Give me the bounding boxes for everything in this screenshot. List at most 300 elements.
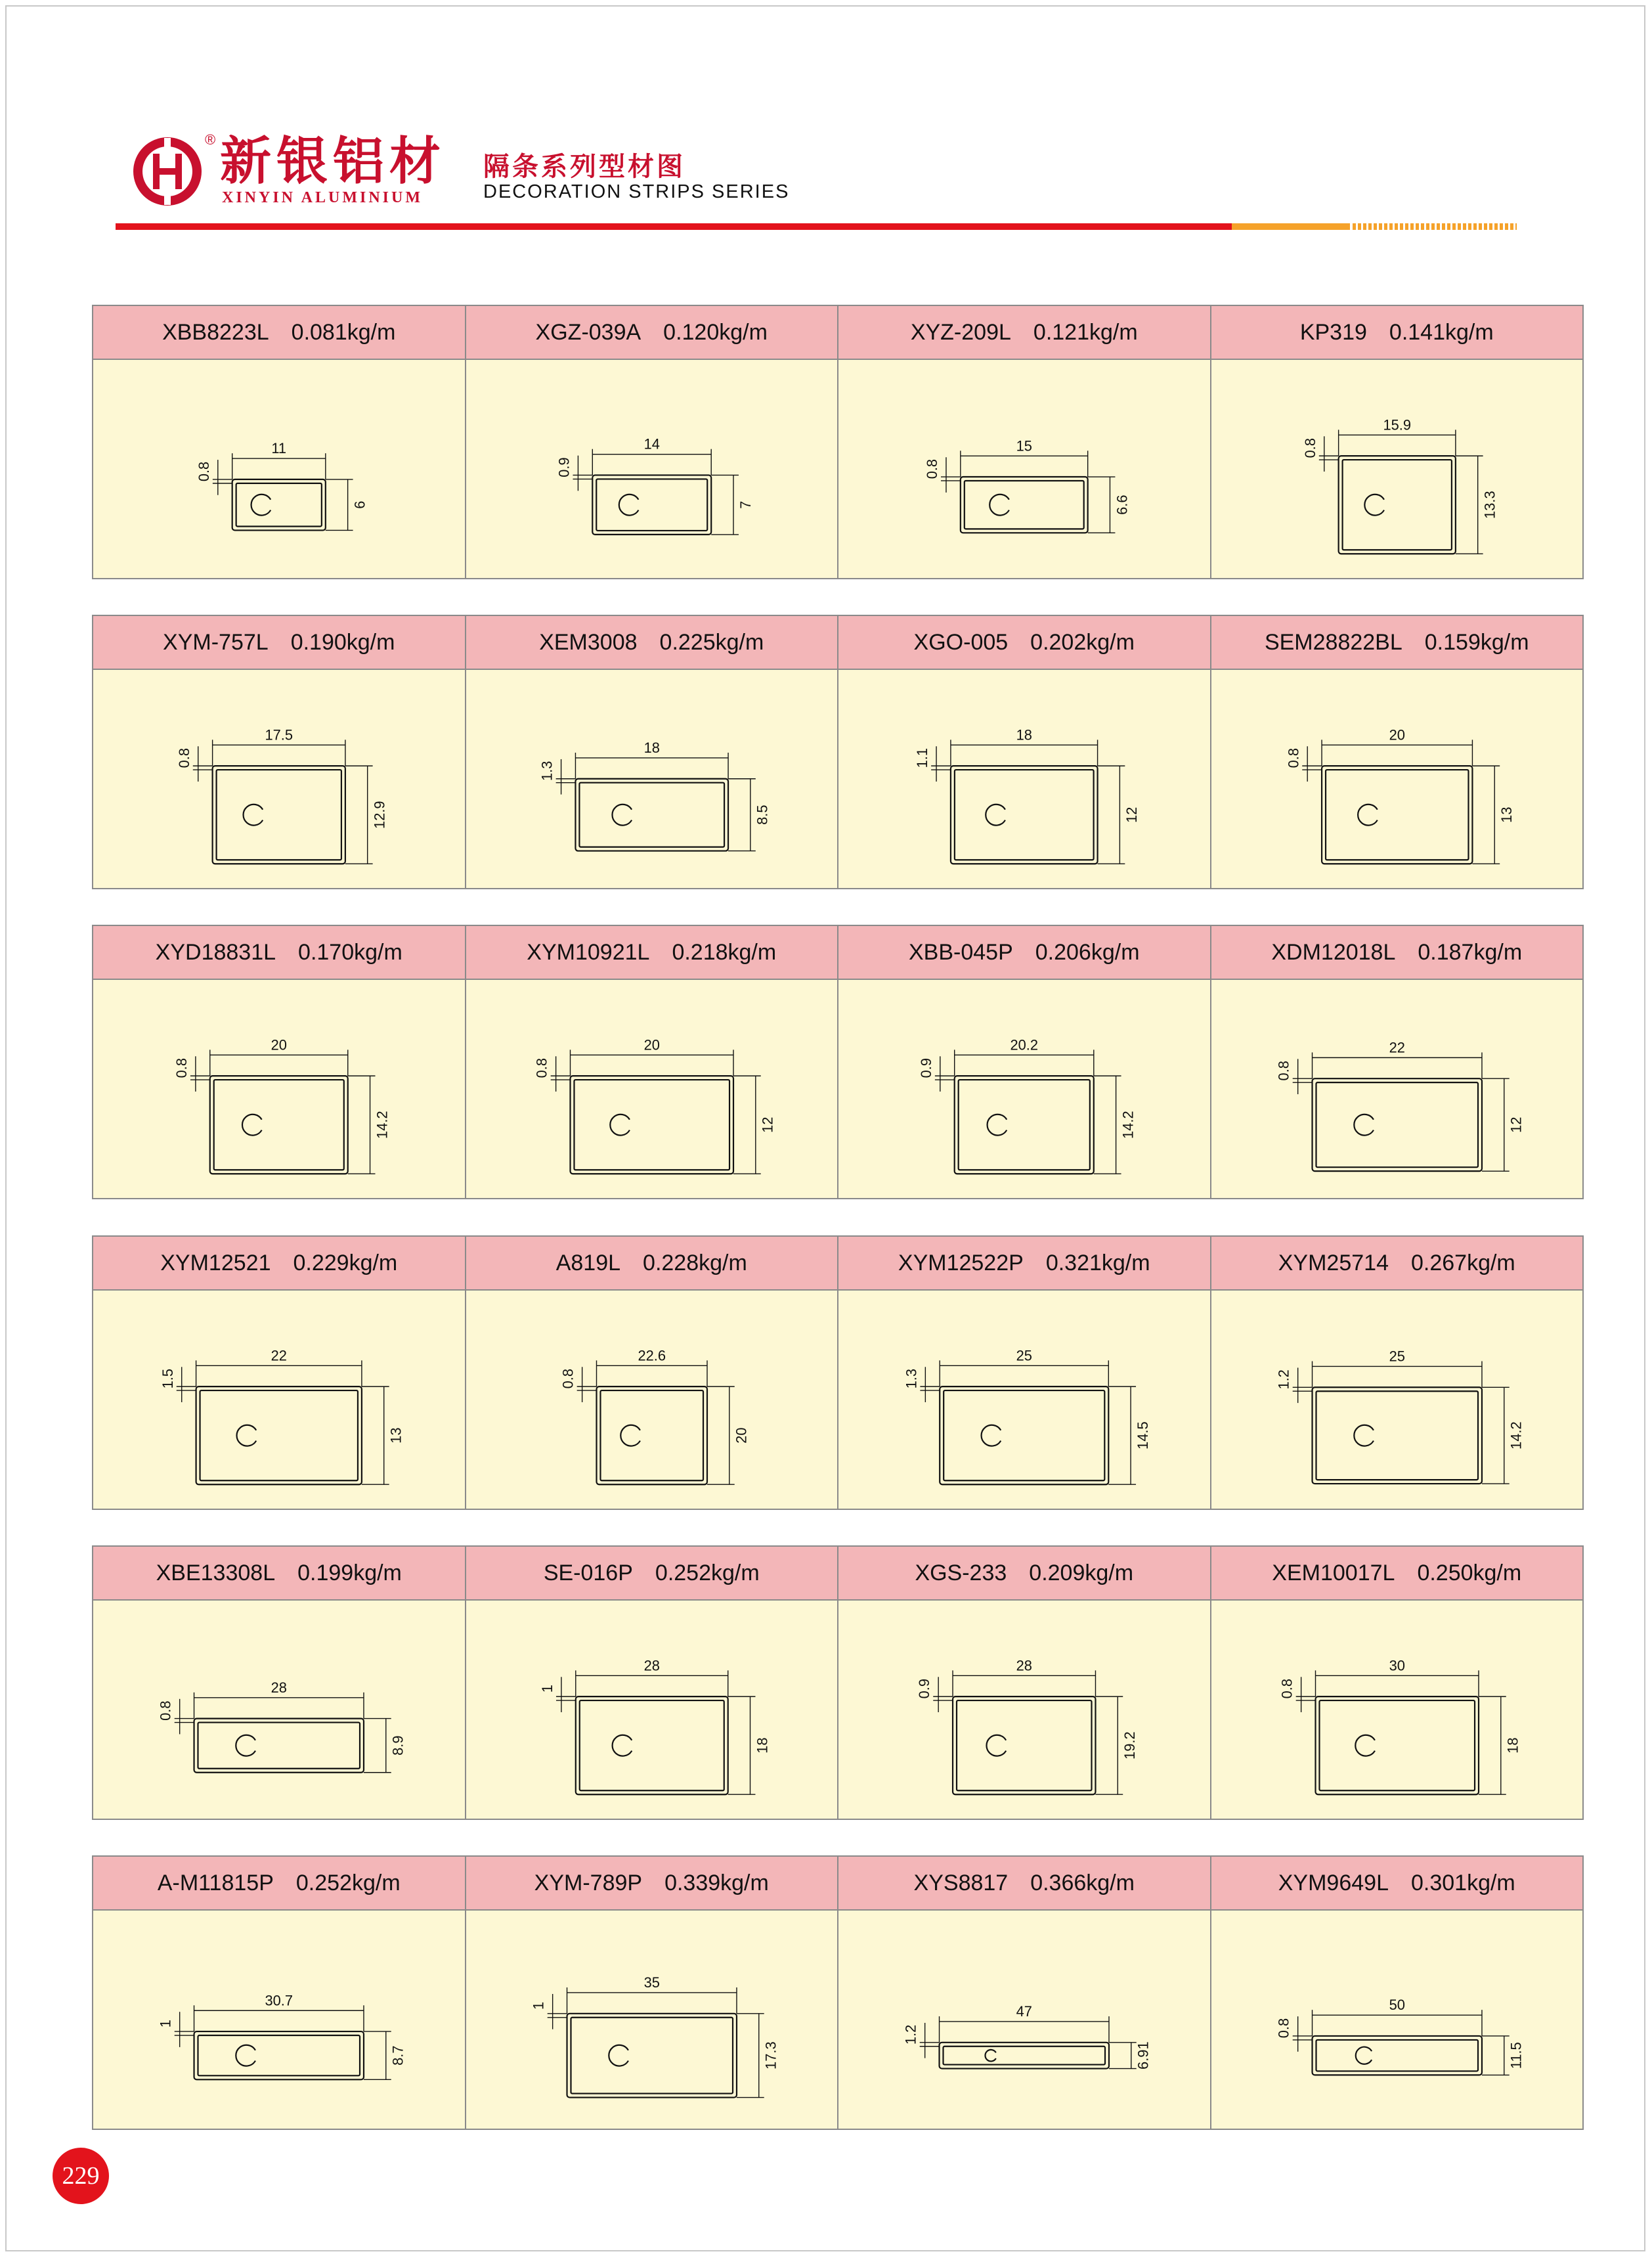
- width-dimension-label: 28: [1016, 1657, 1032, 1674]
- product-weight: 0.209kg/m: [1029, 1560, 1134, 1585]
- product-card: [93, 1857, 466, 2129]
- product-card: [93, 1237, 466, 1509]
- product-card: [466, 1237, 839, 1509]
- profile-drawing-area: [1211, 1291, 1583, 1509]
- height-dimension-label: 18: [1504, 1737, 1521, 1754]
- product-weight: 0.301kg/m: [1410, 1870, 1515, 1895]
- profile-drawing-area: [93, 1291, 465, 1509]
- profile-drawing: [466, 360, 838, 578]
- product-card: [93, 616, 466, 888]
- profile-slot: [237, 1425, 257, 1446]
- profile-inner-wall: [1342, 460, 1451, 550]
- profile-slot: [1364, 495, 1384, 516]
- product-code: XYM10921L: [527, 939, 650, 965]
- thickness-dimension-label: 1: [538, 1685, 555, 1693]
- profile-inner-wall: [1326, 770, 1468, 860]
- product-card-header: [93, 1547, 465, 1601]
- width-dimension-label: 15: [1016, 437, 1032, 454]
- product-card: [838, 306, 1211, 578]
- profile-inner-wall: [571, 2018, 733, 2094]
- profile-drawing: [93, 1601, 465, 1819]
- profile-outline: [1315, 1696, 1479, 1794]
- profile-drawing: [93, 360, 465, 578]
- product-card-header: [1211, 926, 1583, 980]
- profile-slot: [1354, 1425, 1374, 1446]
- product-card-header: [838, 306, 1210, 360]
- height-dimension-label: 7: [737, 500, 754, 509]
- product-row: [92, 305, 1584, 579]
- profile-drawing: [1211, 1601, 1583, 1819]
- profile-inner-wall: [1316, 1391, 1478, 1480]
- profile-drawing: [1211, 360, 1583, 578]
- product-card: [838, 616, 1211, 888]
- profile-drawing-area: [93, 980, 465, 1198]
- product-card: [466, 1857, 839, 2129]
- profile-outline: [196, 1386, 362, 1484]
- height-dimension-label: 8.5: [754, 805, 771, 825]
- profile-slot: [1355, 1735, 1375, 1756]
- profile-outline: [951, 766, 1098, 864]
- height-dimension-label: 13: [1498, 807, 1515, 823]
- profile-drawing-area: [93, 360, 465, 578]
- width-dimension-label: 20: [1389, 726, 1405, 743]
- width-dimension-label: 20: [643, 1036, 660, 1053]
- profile-slot: [612, 805, 632, 826]
- profile-drawing: [466, 670, 838, 888]
- width-dimension-label: 35: [643, 1974, 660, 1991]
- height-dimension-label: 19.2: [1121, 1731, 1139, 1760]
- profile-outline: [210, 1076, 348, 1174]
- product-code: SEM28822BL: [1264, 629, 1402, 655]
- profile-outline: [194, 2031, 364, 2079]
- product-code: XGS-233: [915, 1560, 1007, 1585]
- thickness-dimension-label: 0.8: [1301, 437, 1318, 458]
- product-weight: 0.206kg/m: [1035, 939, 1140, 965]
- thickness-dimension-label: 0.9: [917, 1057, 934, 1078]
- product-code: XYM25714: [1278, 1250, 1389, 1275]
- profile-slot: [610, 1115, 630, 1136]
- profile-outline: [575, 1696, 728, 1794]
- height-dimension-label: 12.9: [371, 801, 388, 829]
- product-card: [93, 306, 466, 578]
- product-row: [92, 1545, 1584, 1820]
- profile-drawing-area: [1211, 1911, 1583, 2129]
- product-code: XGZ-039A: [535, 319, 641, 345]
- thickness-dimension-label: 0.8: [559, 1368, 576, 1389]
- thickness-dimension-label: 1.2: [902, 2024, 919, 2045]
- profile-drawing-area: [93, 670, 465, 888]
- thickness-dimension-label: 0.8: [1275, 2018, 1292, 2039]
- profile-slot: [1355, 2047, 1371, 2064]
- profile-inner-wall: [600, 1390, 703, 1480]
- product-card-header: [466, 1857, 838, 1911]
- product-row: [92, 925, 1584, 1199]
- product-weight: 0.081kg/m: [291, 319, 396, 345]
- profile-drawing-area: [838, 670, 1210, 888]
- profile-slot: [989, 495, 1009, 516]
- product-weight: 0.339kg/m: [664, 1870, 769, 1895]
- product-weight: 0.199kg/m: [297, 1560, 402, 1585]
- product-card: [466, 616, 839, 888]
- height-dimension-label: 8.7: [389, 2045, 406, 2066]
- width-dimension-label: 28: [643, 1657, 660, 1674]
- product-card: [93, 926, 466, 1198]
- product-card-header: [466, 1237, 838, 1291]
- product-card: [1211, 1857, 1583, 2129]
- thickness-dimension-label: 1: [530, 2001, 547, 2010]
- width-dimension-label: 11: [271, 440, 287, 457]
- width-dimension-label: 15.9: [1382, 416, 1411, 433]
- product-row: [92, 615, 1584, 889]
- thickness-dimension-label: 0.8: [175, 747, 192, 768]
- width-dimension-label: 50: [1389, 1997, 1405, 2014]
- product-card-header: [838, 1237, 1210, 1291]
- profile-inner-wall: [1316, 1082, 1478, 1167]
- product-card: [1211, 1237, 1583, 1509]
- profile-drawing-area: [466, 1601, 838, 1819]
- profile-inner-wall: [1316, 2040, 1478, 2071]
- profile-drawing: [466, 1911, 838, 2129]
- product-card-header: [93, 306, 465, 360]
- profile-slot: [612, 1735, 632, 1756]
- profile-drawing: [93, 670, 465, 888]
- height-dimension-label: 13.3: [1481, 491, 1498, 519]
- profile-outline: [575, 779, 728, 851]
- series-title-cn: 隔条系列型材图: [483, 152, 685, 182]
- product-card-header: [838, 926, 1210, 980]
- width-dimension-label: 20: [271, 1036, 287, 1053]
- profile-slot: [986, 1735, 1006, 1756]
- product-weight: 0.229kg/m: [293, 1250, 398, 1275]
- profile-drawing-area: [838, 1291, 1210, 1509]
- thickness-dimension-label: 0.8: [1275, 1061, 1292, 1081]
- width-dimension-label: 22: [1389, 1039, 1405, 1056]
- profile-drawing: [1211, 980, 1583, 1198]
- height-dimension-label: 14.2: [374, 1111, 391, 1139]
- thickness-dimension-label: 0.9: [916, 1678, 933, 1699]
- profile-inner-wall: [236, 483, 322, 527]
- profile-outline: [592, 475, 711, 534]
- width-dimension-label: 20.2: [1010, 1036, 1039, 1053]
- product-code: XEM10017L: [1272, 1560, 1395, 1585]
- profile-drawing-area: [1211, 980, 1583, 1198]
- width-dimension-label: 18: [1016, 726, 1032, 743]
- profile-inner-wall: [198, 1723, 360, 1769]
- profile-inner-wall: [198, 2035, 360, 2075]
- product-code: XBB8223L: [162, 319, 269, 345]
- height-dimension-label: 6: [351, 500, 368, 509]
- width-dimension-label: 17.5: [265, 726, 293, 743]
- product-weight: 0.321kg/m: [1045, 1250, 1150, 1275]
- product-weight: 0.120kg/m: [663, 319, 768, 345]
- product-code: SE-016P: [543, 1560, 633, 1585]
- product-weight: 0.141kg/m: [1389, 319, 1494, 345]
- height-dimension-label: 8.9: [389, 1735, 406, 1756]
- height-dimension-label: 20: [733, 1427, 750, 1444]
- thickness-dimension-label: 0.8: [1284, 747, 1301, 768]
- profile-drawing: [93, 1911, 465, 2129]
- profile-drawing: [1211, 670, 1583, 888]
- profile-inner-wall: [957, 1700, 1092, 1790]
- height-dimension-label: 14.2: [1119, 1111, 1137, 1139]
- width-dimension-label: 47: [1016, 2003, 1032, 2020]
- profile-drawing-area: [1211, 360, 1583, 578]
- profile-outline: [955, 1076, 1094, 1174]
- product-code: XYM12522P: [898, 1250, 1024, 1275]
- profile-inner-wall: [579, 783, 724, 847]
- height-dimension-label: 12: [1508, 1117, 1525, 1133]
- product-weight: 0.366kg/m: [1030, 1870, 1135, 1895]
- profile-drawing-area: [838, 980, 1210, 1198]
- height-dimension-label: 13: [387, 1427, 404, 1444]
- profile-outline: [1312, 2036, 1481, 2075]
- product-code: XYZ-209L: [910, 319, 1011, 345]
- profile-drawing-area: [466, 980, 838, 1198]
- profile-outline: [1338, 456, 1455, 554]
- product-card-header: [1211, 1237, 1583, 1291]
- product-weight: 0.218kg/m: [672, 939, 777, 965]
- height-dimension-label: 6.91: [1135, 2041, 1152, 2070]
- series-title-en: DECORATION STRIPS SERIES: [483, 181, 790, 202]
- profile-outline: [940, 1386, 1108, 1484]
- profile-drawing: [838, 360, 1210, 578]
- profile-outline: [567, 2014, 736, 2098]
- width-dimension-label: 22: [271, 1347, 287, 1364]
- profile-drawing-area: [93, 1601, 465, 1819]
- thickness-dimension-label: 1.3: [903, 1368, 920, 1389]
- width-dimension-label: 14: [643, 435, 660, 453]
- profile-outline: [570, 1076, 733, 1174]
- profile-slot: [236, 1735, 255, 1756]
- profile-drawing-area: [838, 1601, 1210, 1819]
- profile-outline: [1312, 1387, 1481, 1484]
- profile-slot: [982, 1425, 1001, 1446]
- xinyin-logo-icon: [131, 135, 204, 208]
- profile-drawing-area: [466, 1911, 838, 2129]
- product-card: [93, 1547, 466, 1819]
- product-card-header: [1211, 306, 1583, 360]
- thickness-dimension-label: 1.5: [159, 1368, 176, 1389]
- product-card: [838, 926, 1211, 1198]
- product-card: [466, 306, 839, 578]
- header-rule-dashed: [1353, 223, 1517, 230]
- product-card: [1211, 1547, 1583, 1819]
- product-card-header: [93, 926, 465, 980]
- product-code: A819L: [555, 1250, 621, 1275]
- profile-drawing-area: [1211, 670, 1583, 888]
- product-card: [838, 1857, 1211, 2129]
- profile-drawing: [838, 980, 1210, 1198]
- width-dimension-label: 28: [271, 1679, 287, 1696]
- profile-drawing: [93, 1291, 465, 1509]
- product-card-header: [93, 1237, 465, 1291]
- profile-drawing: [466, 1601, 838, 1819]
- product-card-header: [466, 616, 838, 670]
- thickness-dimension-label: 0.8: [173, 1057, 190, 1078]
- product-row: [92, 1855, 1584, 2130]
- product-weight: 0.202kg/m: [1030, 629, 1135, 655]
- product-weight: 0.252kg/m: [655, 1560, 760, 1585]
- profile-slot: [236, 2045, 255, 2066]
- product-row: [92, 1235, 1584, 1510]
- brand-name-en: XINYIN ALUMINIUM: [222, 189, 424, 206]
- profile-outline: [961, 477, 1088, 533]
- thickness-dimension-label: 0.8: [924, 458, 941, 479]
- profile-drawing: [466, 980, 838, 1198]
- profile-slot: [1358, 805, 1378, 826]
- header-rule-red: [116, 223, 1232, 230]
- profile-slot: [244, 805, 263, 826]
- profile-outline: [1312, 1078, 1481, 1171]
- product-card-header: [93, 1857, 465, 1911]
- profile-drawing-area: [838, 360, 1210, 578]
- product-card-header: [1211, 1857, 1583, 1911]
- product-code: KP319: [1299, 319, 1367, 345]
- thickness-dimension-label: 0.9: [555, 457, 573, 477]
- thickness-dimension-label: 1.3: [538, 761, 555, 782]
- profile-slot: [1354, 1115, 1374, 1136]
- profile-inner-wall: [574, 1080, 729, 1170]
- product-weight: 0.228kg/m: [643, 1250, 747, 1275]
- product-card: [838, 1547, 1211, 1819]
- height-dimension-label: 12: [759, 1117, 776, 1133]
- profile-outline: [596, 1386, 706, 1484]
- product-card-header: [1211, 1547, 1583, 1601]
- profile-outline: [953, 1696, 1095, 1794]
- product-card: [1211, 616, 1583, 888]
- product-card-header: [838, 1857, 1210, 1911]
- profile-inner-wall: [959, 1080, 1090, 1170]
- profile-drawing: [93, 980, 465, 1198]
- width-dimension-label: 30: [1389, 1657, 1405, 1674]
- product-card: [838, 1237, 1211, 1509]
- product-card-header: [466, 926, 838, 980]
- profile-drawing-area: [93, 1911, 465, 2129]
- page-number: 229: [53, 2148, 109, 2204]
- profile-slot: [251, 495, 271, 516]
- product-card-header: [838, 616, 1210, 670]
- thickness-dimension-label: 0.8: [533, 1057, 550, 1078]
- product-code: XGO-005: [913, 629, 1009, 655]
- profile-inner-wall: [200, 1390, 358, 1480]
- product-weight: 0.252kg/m: [295, 1870, 401, 1895]
- product-card: [1211, 926, 1583, 1198]
- profile-slot: [985, 2050, 995, 2061]
- product-card-header: [1211, 616, 1583, 670]
- height-dimension-label: 14.5: [1134, 1421, 1151, 1450]
- product-code: XDM12018L: [1271, 939, 1396, 965]
- product-weight: 0.170kg/m: [298, 939, 402, 965]
- width-dimension-label: 25: [1016, 1347, 1032, 1364]
- profile-outline: [232, 479, 326, 531]
- thickness-dimension-label: 0.8: [157, 1700, 174, 1721]
- product-code: XYM12521: [160, 1250, 271, 1275]
- width-dimension-label: 18: [643, 739, 660, 756]
- product-weight: 0.187kg/m: [1418, 939, 1523, 965]
- height-dimension-label: 11.5: [1508, 2042, 1525, 2070]
- profile-inner-wall: [217, 770, 341, 860]
- header-rule-orange: [1232, 223, 1350, 230]
- product-code: XYD18831L: [155, 939, 276, 965]
- product-card-header: [466, 1547, 838, 1601]
- profile-inner-wall: [944, 1390, 1104, 1480]
- product-code: XYM-757L: [163, 629, 269, 655]
- profile-drawing: [1211, 1291, 1583, 1509]
- width-dimension-label: 30.7: [265, 1992, 293, 2009]
- thickness-dimension-label: 0.8: [1278, 1678, 1295, 1699]
- product-code: XYM-789P: [534, 1870, 643, 1895]
- profile-outline: [194, 1719, 364, 1773]
- product-code: XBB-045P: [908, 939, 1013, 965]
- height-dimension-label: 17.3: [762, 2041, 779, 2070]
- product-weight: 0.121kg/m: [1033, 319, 1138, 345]
- registered-mark: ®: [205, 131, 216, 148]
- product-card: [466, 926, 839, 1198]
- product-card-header: [838, 1547, 1210, 1601]
- profile-inner-wall: [1319, 1700, 1475, 1790]
- product-code: A-M11815P: [157, 1870, 274, 1895]
- product-weight: 0.250kg/m: [1417, 1560, 1522, 1585]
- thickness-dimension-label: 1.1: [914, 747, 931, 768]
- profile-slot: [988, 1115, 1007, 1136]
- height-dimension-label: 14.2: [1508, 1421, 1525, 1450]
- product-code: XBE13308L: [156, 1560, 276, 1585]
- product-card-header: [466, 306, 838, 360]
- profile-drawing-area: [838, 1911, 1210, 2129]
- product-card: [1211, 306, 1583, 578]
- profile-outline: [1322, 766, 1472, 864]
- profile-drawing: [838, 1291, 1210, 1509]
- width-dimension-label: 22.6: [637, 1347, 666, 1364]
- product-code: XYS8817: [913, 1870, 1009, 1895]
- profile-drawing: [466, 1291, 838, 1509]
- product-weight: 0.190kg/m: [290, 629, 395, 655]
- profile-inner-wall: [943, 2047, 1105, 2065]
- profile-drawing: [838, 1601, 1210, 1819]
- height-dimension-label: 12: [1123, 807, 1141, 823]
- product-weight: 0.159kg/m: [1424, 629, 1529, 655]
- profile-inner-wall: [214, 1080, 344, 1170]
- profile-slot: [619, 495, 638, 516]
- profile-drawing-area: [466, 670, 838, 888]
- profile-slot: [986, 805, 1005, 826]
- profile-inner-wall: [965, 481, 1084, 529]
- profile-drawing-area: [466, 1291, 838, 1509]
- product-code: XEM3008: [539, 629, 638, 655]
- thickness-dimension-label: 1.2: [1275, 1369, 1292, 1390]
- profile-inner-wall: [955, 770, 1094, 860]
- product-code: XYM9649L: [1278, 1870, 1389, 1895]
- thickness-dimension-label: 1: [157, 2020, 174, 2028]
- profile-slot: [609, 2045, 628, 2066]
- profile-drawing: [838, 670, 1210, 888]
- width-dimension-label: 25: [1389, 1348, 1405, 1365]
- product-weight: 0.225kg/m: [659, 629, 764, 655]
- thickness-dimension-label: 0.8: [195, 461, 212, 482]
- height-dimension-label: 18: [753, 1737, 770, 1754]
- brand-name-cn: 新银铝材: [220, 132, 446, 191]
- profile-slot: [242, 1115, 262, 1136]
- profile-inner-wall: [596, 479, 707, 531]
- profile-inner-wall: [579, 1700, 724, 1790]
- product-card: [466, 1547, 839, 1819]
- height-dimension-label: 6.6: [1114, 495, 1131, 515]
- product-card-header: [93, 616, 465, 670]
- profile-drawing-area: [1211, 1601, 1583, 1819]
- profile-drawing: [838, 1911, 1210, 2129]
- profile-slot: [620, 1425, 640, 1446]
- profile-drawing: [1211, 1911, 1583, 2129]
